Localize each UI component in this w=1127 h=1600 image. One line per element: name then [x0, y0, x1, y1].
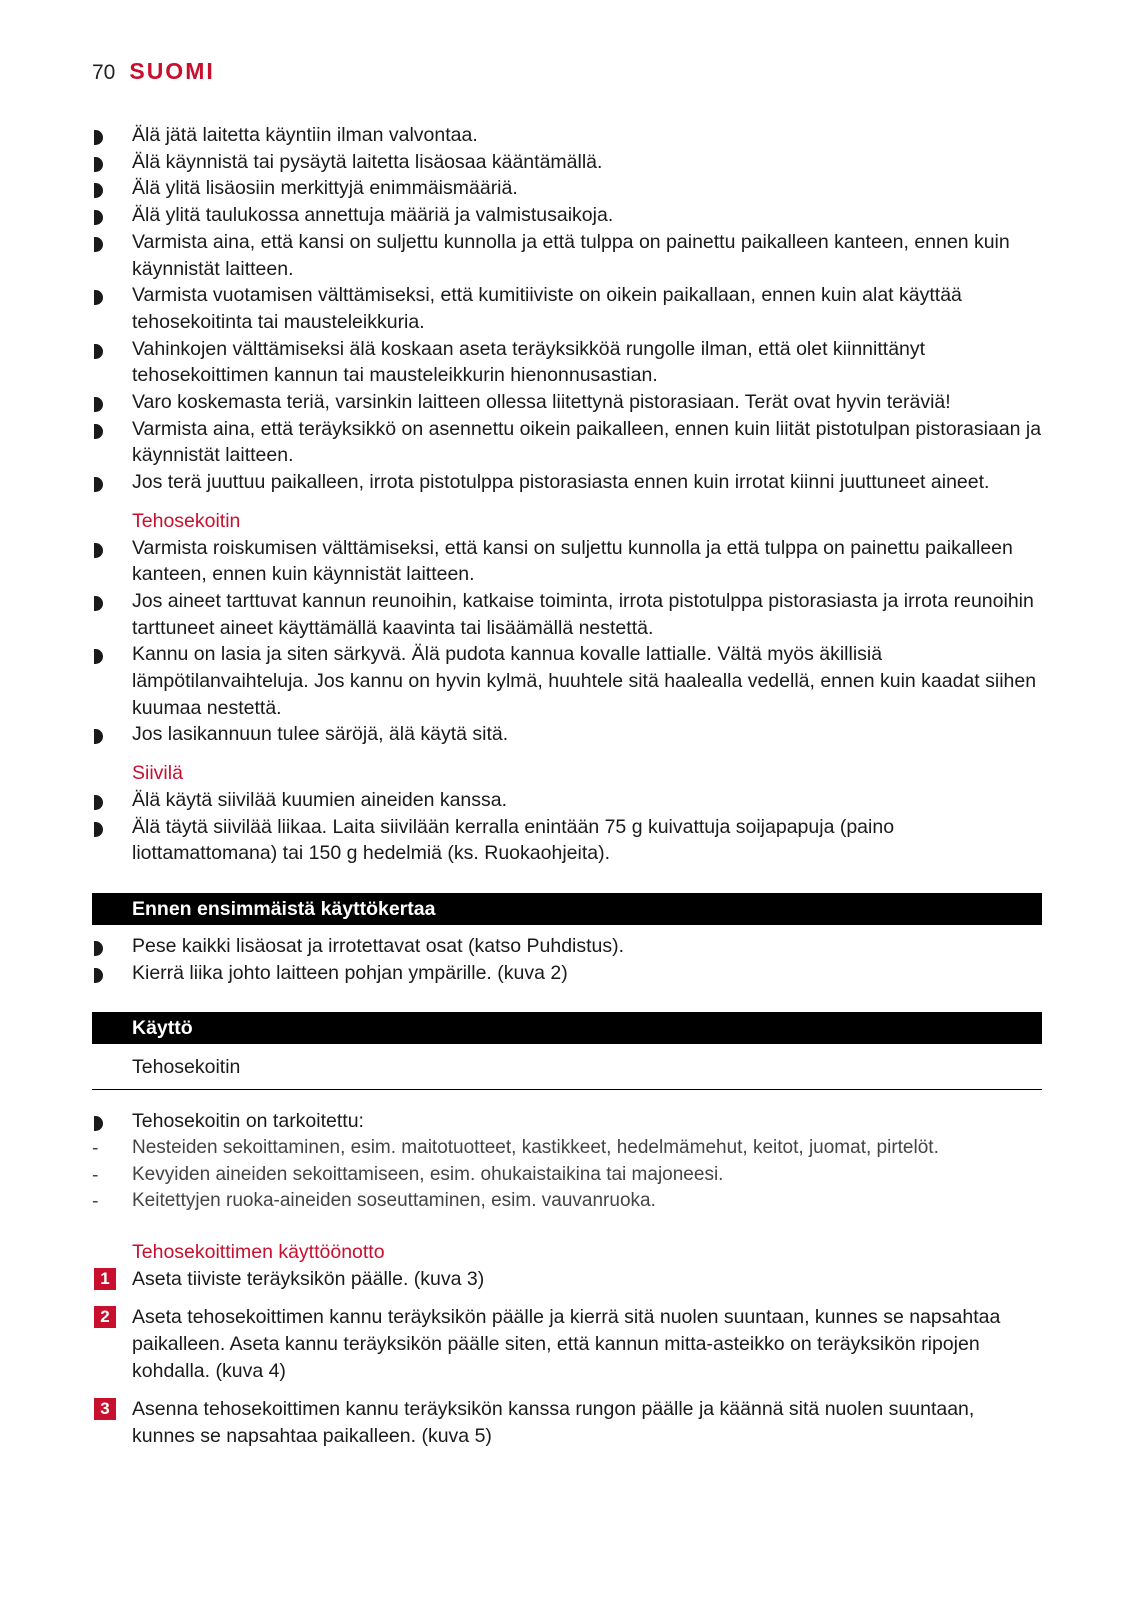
list-item: Varmista aina, että kansi on suljettu kunnolla ja että tulppa on painettu paikalleen kanteen, ennen kuin käynnistät laitteen. [92, 229, 1042, 282]
bullet-icon [94, 344, 103, 359]
bullet-icon [94, 795, 103, 810]
bullet-icon [94, 941, 103, 956]
list-item: Vahinkojen välttämiseksi älä koskaan aseta teräyksikköä rungolle ilman, että olet kiinnittänyt tehosekoittimen kannun tai mausteleikkurin hienonnusastian. [92, 336, 1042, 389]
list-item: Älä ylitä taulukossa annettuja määriä ja valmistusaikoja. [92, 202, 1042, 229]
list-item: Älä täytä siivilää liikaa. Laita siivilään kerralla enintään 75 g kuivattuja soijapapuja (paino liottamattomana) tai 150 g hedelmiä (ks. Ruokaohjeita). [92, 814, 1042, 867]
list-item: Kannu on lasia ja siten särkyvä. Älä pudota kannua kovalle lattialle. Vältä myös äkillisiä lämpötilanvaihteluja. Jos kannu on hyvin kylmä, huuhtele sitä haalealla vedellä, ennen kuin kaadat siihen kuumaa nestettä. [92, 641, 1042, 721]
sieve-list [92, 787, 1042, 867]
language-title: SUOMI [129, 58, 215, 84]
page-header [92, 58, 215, 85]
list-item: Varmista aina, että teräyksikkö on asennettu oikein paikalleen, ennen kuin liität pistotulpan pistorasiaan ja käynnistät laitteen. [92, 416, 1042, 469]
list-item: Älä käytä siivilää kuumien aineiden kanssa. [92, 787, 1042, 814]
bullet-icon [94, 596, 103, 611]
dash-item: - Keitettyjen ruoka-aineiden soseuttaminen, esim. vauvanruoka. [92, 1188, 1042, 1215]
section-title-before-first-use: Ennen ensimmäistä käyttökertaa [92, 893, 1042, 925]
safety-list [92, 122, 1042, 496]
list-item: Pese kaikki lisäosat ja irrotettavat osat (katso Puhdistus). [92, 933, 1042, 960]
bullet-icon [94, 397, 103, 412]
bullet-icon [94, 649, 103, 664]
list-item: Varmista vuotamisen välttämiseksi, että kumitiiviste on oikein paikallaan, ennen kuin alat käyttää tehosekoitinta tai mausteleikkuria. [92, 282, 1042, 335]
bullet-icon [94, 968, 103, 983]
list-item: Varo koskemasta teriä, varsinkin laitteen ollessa liitettynä pistorasiaan. Terät ovat hyvin teräviä! [92, 389, 1042, 416]
step-item: 1 Aseta tiiviste teräyksikön päälle. (kuva 3) [92, 1266, 1042, 1293]
list-item: Älä käynnistä tai pysäytä laitetta lisäosaa kääntämällä. [92, 149, 1042, 176]
bullet-icon [94, 130, 103, 145]
step-number-badge: 3 [94, 1398, 116, 1420]
dash-icon: - [92, 1163, 99, 1186]
dash-icon: - [92, 1136, 99, 1159]
bullet-icon [94, 822, 103, 837]
bullet-icon [94, 290, 103, 305]
dash-icon: - [92, 1190, 99, 1213]
dash-item: - Kevyiden aineiden sekoittamiseen, esim. ohukaistaikina tai majoneesi. [92, 1162, 1042, 1189]
blender-list [92, 535, 1042, 749]
page-number: 70 [92, 61, 116, 84]
step-number-badge: 1 [94, 1268, 116, 1290]
setup-heading: Tehosekoittimen käyttöönotto [132, 1240, 385, 1263]
bullet-icon [94, 543, 103, 558]
usage-subsection-heading: Tehosekoitin [92, 1054, 1042, 1090]
sieve-heading: Siivilä [132, 762, 183, 785]
bullet-icon [94, 1116, 103, 1131]
list-item: Jos aineet tarttuvat kannun reunoihin, katkaise toiminta, irrota pistotulppa pistorasiasta ja irrota reunoihin tarttuneet aineet käyttämällä kaavinta tai lisäämällä nestettä. [92, 588, 1042, 641]
bullet-icon [94, 237, 103, 252]
blender-heading: Tehosekoitin [132, 509, 241, 532]
step-item: 3 Asenna tehosekoittimen kannu teräyksikön kanssa rungon päälle ja käännä sitä nuolen suuntaan, kunnes se napsahtaa paikalleen. (kuva 5) [92, 1396, 1042, 1449]
usage-list [92, 1108, 1042, 1215]
list-item: Älä ylitä lisäosiin merkittyjä enimmäismääriä. [92, 175, 1042, 202]
step-item: 2 Aseta tehosekoittimen kannu teräyksikön päälle ja kierrä sitä nuolen suuntaan, kunnes se napsahtaa paikalleen. Aseta kannu teräyksikön päälle siten, että kannun mitta-asteikko on teräyksikön ripojen kohdalla. (kuva 4) [92, 1304, 1042, 1384]
list-item: Jos lasikannuun tulee säröjä, älä käytä sitä. [92, 721, 1042, 748]
dash-item: - Nesteiden sekoittaminen, esim. maitotuotteet, kastikkeet, hedelmämehut, keitot, juomat, pirtelöt. [92, 1135, 1042, 1162]
list-item: Varmista roiskumisen välttämiseksi, että kansi on suljettu kunnolla ja että tulppa on painettu paikalleen kanteen, ennen kuin käynnistät laitteen. [92, 535, 1042, 588]
bullet-icon [94, 210, 103, 225]
list-item: Tehosekoitin on tarkoitettu: [92, 1108, 1042, 1135]
bullet-icon [94, 729, 103, 744]
list-item: Älä jätä laitetta käyntiin ilman valvontaa. [92, 122, 1042, 149]
before-first-use-list [92, 933, 1042, 986]
bullet-icon [94, 424, 103, 439]
list-item: Kierrä liika johto laitteen pohjan ympärille. (kuva 2) [92, 960, 1042, 987]
setup-steps [92, 1266, 1042, 1450]
bullet-icon [94, 183, 103, 198]
page-content [92, 122, 1042, 1450]
step-number-badge: 2 [94, 1306, 116, 1328]
bullet-icon [94, 477, 103, 492]
section-title-usage: Käyttö [92, 1012, 1042, 1044]
bullet-icon [94, 157, 103, 172]
list-item: Jos terä juuttuu paikalleen, irrota pistotulppa pistorasiasta ennen kuin irrotat kiinni juuttuneet aineet. [92, 469, 1042, 496]
